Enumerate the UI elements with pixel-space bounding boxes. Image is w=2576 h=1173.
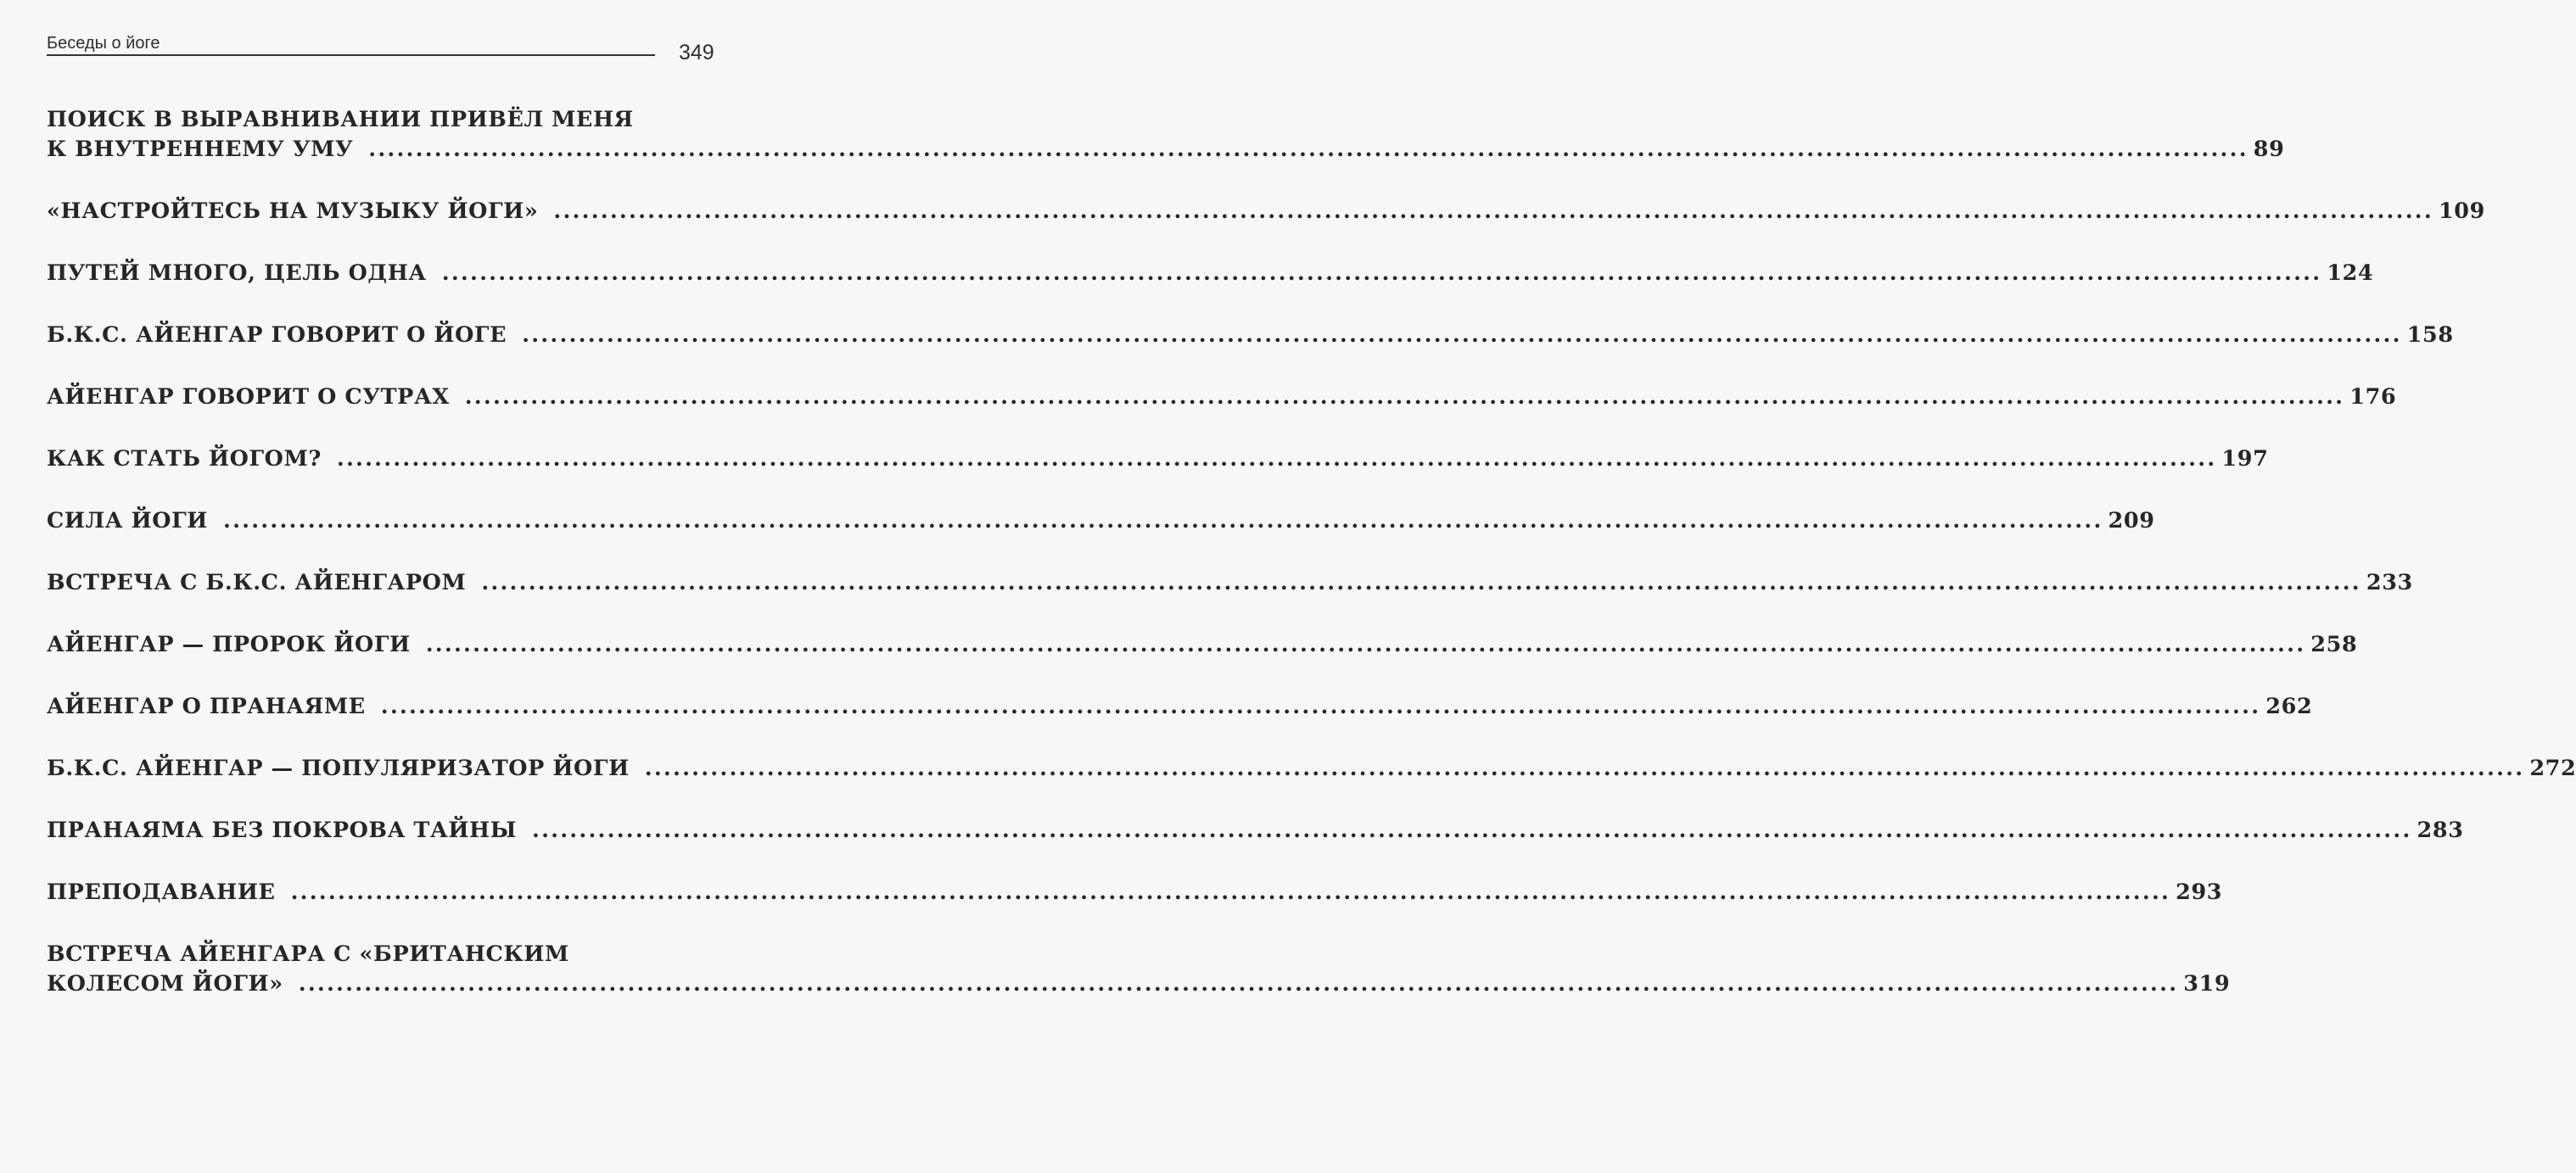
dot-leader: ........................................................................................................................................................................................................ (522, 322, 2402, 348)
toc-entry-page: 109 (2438, 198, 2485, 224)
dot-leader: ........................................................................................................................................................................................................ (481, 570, 2361, 595)
toc-entry-row (47, 878, 2223, 908)
dot-leader: ........................................................................................................................................................................................................ (298, 971, 2179, 997)
dot-leader: ........................................................................................................................................................................................................ (464, 384, 2345, 410)
toc-entry (47, 816, 2464, 846)
dot-leader: ........................................................................................................................................................................................................ (441, 260, 2322, 286)
toc-entry-row (47, 630, 2358, 660)
toc-entry-page: 293 (2176, 880, 2223, 905)
toc-entry-page: 233 (2366, 570, 2413, 595)
dot-leader: ........................................................................................................................................................................................................ (425, 632, 2306, 657)
toc-entry (47, 568, 2413, 598)
dot-leader: ........................................................................................................................................................................................................ (336, 446, 2217, 472)
toc-entry (47, 105, 2285, 165)
table-of-contents (47, 105, 2576, 999)
toc-entry-page: 272 (2529, 756, 2576, 781)
toc-entry (47, 197, 2485, 226)
running-title: Беседы о йоге (47, 34, 160, 53)
toc-entry-title-line: ВСТРЕЧА С Б.К.С. АЙЕНГАРОМ (47, 570, 467, 595)
toc-entry-title-line: ВСТРЕЧА АЙЕНГАРА С «БРИТАНСКИМ (47, 941, 569, 967)
toc-entry-row (47, 135, 2285, 165)
toc-entry-row (47, 692, 2313, 722)
dot-leader: ........................................................................................................................................................................................................ (290, 880, 2171, 905)
toc-entry-title-line: АЙЕНГАР — ПРОРОК ЙОГИ (47, 632, 411, 657)
toc-entry-page: 319 (2183, 971, 2231, 997)
toc-entry (47, 692, 2313, 722)
toc-entry-row (47, 197, 2485, 226)
page-number: 349 (679, 41, 714, 64)
toc-entry-row (47, 444, 2269, 474)
toc-entry-title-line: ПРЕПОДАВАНИЕ (47, 880, 276, 905)
toc-entry-row (47, 259, 2374, 288)
toc-entry-page: 176 (2349, 384, 2397, 410)
dot-leader: ........................................................................................................................................................................................................ (644, 756, 2525, 781)
toc-entry-row (47, 754, 2576, 784)
toc-entry (47, 878, 2223, 908)
toc-entry-title-line: ПОИСК В ВЫРАВНИВАНИИ ПРИВЁЛ МЕНЯ (47, 107, 634, 132)
toc-entry-title-line: АЙЕНГАР О ПРАНАЯМЕ (47, 694, 366, 719)
toc-entry-title-line: КАК СТАТЬ ЙОГОМ? (47, 446, 322, 472)
header-rule (47, 54, 655, 56)
toc-entry (47, 259, 2374, 288)
toc-entry-row (47, 568, 2413, 598)
toc-entry (47, 754, 2576, 784)
dot-leader: ........................................................................................................................................................................................................ (223, 508, 2103, 533)
toc-entry-row (47, 383, 2397, 412)
toc-entry-page: 258 (2310, 632, 2358, 657)
toc-entry-page: 124 (2327, 260, 2374, 286)
toc-entry-title-line: Б.К.С. АЙЕНГАР — ПОПУЛЯРИЗАТОР ЙОГИ (47, 756, 630, 781)
toc-entry-page: 89 (2253, 137, 2285, 162)
dot-leader: ........................................................................................................................................................................................................ (380, 694, 2261, 719)
toc-entry-row (47, 506, 2155, 536)
toc-entry-title-line: К ВНУТРЕННЕМУ УМУ (47, 137, 354, 162)
toc-entry-title-line: АЙЕНГАР ГОВОРИТ О СУТРАХ (47, 384, 450, 410)
toc-entry-page: 283 (2416, 818, 2464, 843)
toc-entry (47, 444, 2269, 474)
dot-leader: ........................................................................................................................................................................................................ (553, 198, 2433, 224)
toc-entry-row (47, 321, 2454, 350)
toc-entry-page: 209 (2108, 508, 2155, 533)
toc-entry (47, 940, 2231, 999)
toc-entry-row (47, 816, 2464, 846)
toc-entry-row (47, 969, 2231, 999)
toc-entry-page: 158 (2406, 322, 2454, 348)
toc-entry-title-line: «НАСТРОЙТЕСЬ НА МУЗЫКУ ЙОГИ» (47, 198, 539, 224)
toc-entry-title-line: Б.К.С. АЙЕНГАР ГОВОРИТ О ЙОГЕ (47, 322, 507, 348)
toc-entry (47, 630, 2358, 660)
dot-leader: ........................................................................................................................................................................................................ (532, 818, 2412, 843)
toc-entry-page: 262 (2265, 694, 2313, 719)
toc-entry-title-line: ПРАНАЯМА БЕЗ ПОКРОВА ТАЙНЫ (47, 818, 517, 843)
toc-entry (47, 383, 2397, 412)
toc-entry-title-line: ПУТЕЙ МНОГО, ЦЕЛЬ ОДНА (47, 260, 427, 286)
toc-entry (47, 321, 2454, 350)
toc-entry (47, 506, 2155, 536)
toc-entry-title-line: КОЛЕСОМ ЙОГИ» (47, 971, 283, 997)
toc-entry-page: 197 (2221, 446, 2269, 472)
dot-leader: ........................................................................................................................................................................................................ (368, 137, 2248, 162)
toc-entry-title-line: СИЛА ЙОГИ (47, 508, 208, 533)
